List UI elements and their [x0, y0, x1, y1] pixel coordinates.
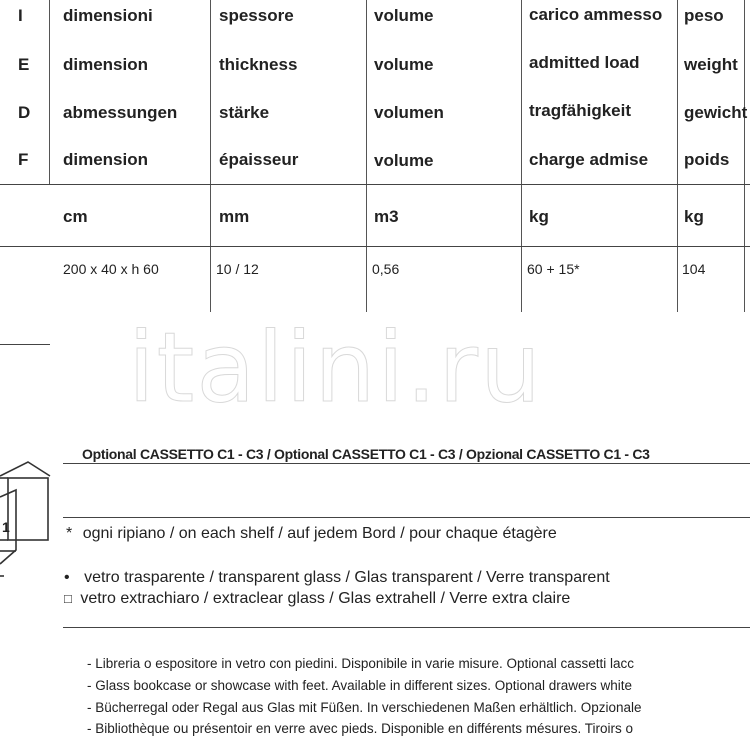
table-header-rule	[0, 184, 750, 185]
glass-option-text: vetro extrachiaro / extraclear glass / Glas extrahell / Verre extra claire	[80, 590, 571, 607]
volume-label: volume	[374, 55, 434, 74]
value-load: 60 + 15*	[527, 261, 580, 277]
asterisk-icon: *	[66, 525, 73, 542]
glass-option	[64, 590, 570, 608]
description-line: - Libreria o espositore in vetro con piedini. Disponibile in varie misure. Optional cassetti lacc	[87, 656, 635, 671]
dimension-label: dimensioni	[63, 6, 153, 25]
weight-label: weight	[684, 55, 738, 74]
table-units-rule	[0, 246, 750, 247]
dimension-label: dimension	[63, 55, 149, 74]
language-code: I	[18, 6, 23, 25]
glass-option	[64, 569, 610, 587]
description-line: - Bibliothèque ou présentoir en verre avec pieds. Disponible en différents mésures. Tiroirs o	[87, 721, 634, 736]
load-label: carico ammesso	[529, 5, 663, 24]
unit-load: kg	[529, 207, 549, 226]
column-divider	[677, 0, 678, 312]
language-code: E	[18, 55, 30, 74]
drawing-label: 1	[2, 519, 10, 535]
shelf-note	[66, 525, 557, 543]
optional-bottom-rule	[63, 517, 750, 518]
column-divider	[366, 0, 367, 312]
weight-label: poids	[684, 150, 730, 169]
value-volume: 0,56	[372, 261, 400, 277]
thickness-label: thickness	[219, 55, 298, 74]
shelf-note-text: ogni ripiano / on each shelf / auf jedem Bord / pour chaque étagère	[82, 525, 557, 542]
thickness-label: stärke	[219, 103, 270, 122]
optional-top-rule	[63, 463, 750, 464]
unit-thickness: mm	[219, 207, 250, 226]
weight-label: gewicht	[684, 103, 748, 122]
description-line: - Bücherregal oder Regal aus Glas mit Füßen. In verschiedenen Maßen erhältlich. Opzionale	[87, 700, 642, 715]
column-divider	[210, 0, 211, 312]
square-icon: □	[64, 591, 72, 606]
dimension-label: dimension	[63, 150, 149, 169]
language-code: F	[18, 150, 29, 169]
unit-weight: kg	[684, 207, 704, 226]
volume-label: volume	[374, 6, 434, 25]
drawer-drawing	[0, 452, 52, 578]
value-weight: 104	[682, 261, 706, 277]
unit-dimension: cm	[63, 207, 88, 226]
bullet-icon: •	[64, 569, 70, 586]
value-dimension: 200 x 40 x h 60	[63, 261, 159, 277]
thickness-label: épaisseur	[219, 150, 299, 169]
unit-volume: m3	[374, 207, 399, 226]
column-divider	[49, 0, 50, 184]
load-label: admitted load	[529, 53, 640, 72]
section-rule	[0, 344, 50, 345]
load-label: charge admise	[529, 150, 649, 169]
thickness-label: spessore	[219, 6, 294, 25]
value-thickness: 10 / 12	[216, 261, 259, 277]
volume-label: volume	[374, 151, 434, 170]
weight-label: peso	[684, 6, 724, 25]
column-divider	[744, 0, 745, 312]
dimension-label: abmessungen	[63, 103, 178, 122]
description-line: - Glass bookcase or showcase with feet. Available in different sizes. Optional drawers white	[87, 678, 633, 693]
watermark: italini.ru	[128, 312, 543, 424]
column-divider	[521, 0, 522, 312]
volume-label: volumen	[374, 103, 444, 122]
load-label: tragfähigkeit	[529, 101, 632, 120]
optional-drawer-title: Optional CASSETTO C1 - C3 / Optional CASSETTO C1 - C3 / Opzional CASSETTO C1 - C3	[82, 446, 650, 462]
language-code: D	[18, 103, 31, 122]
options-rule	[63, 627, 750, 628]
glass-option-text: vetro trasparente / transparent glass / Glas transparent / Verre transparent	[84, 569, 610, 586]
